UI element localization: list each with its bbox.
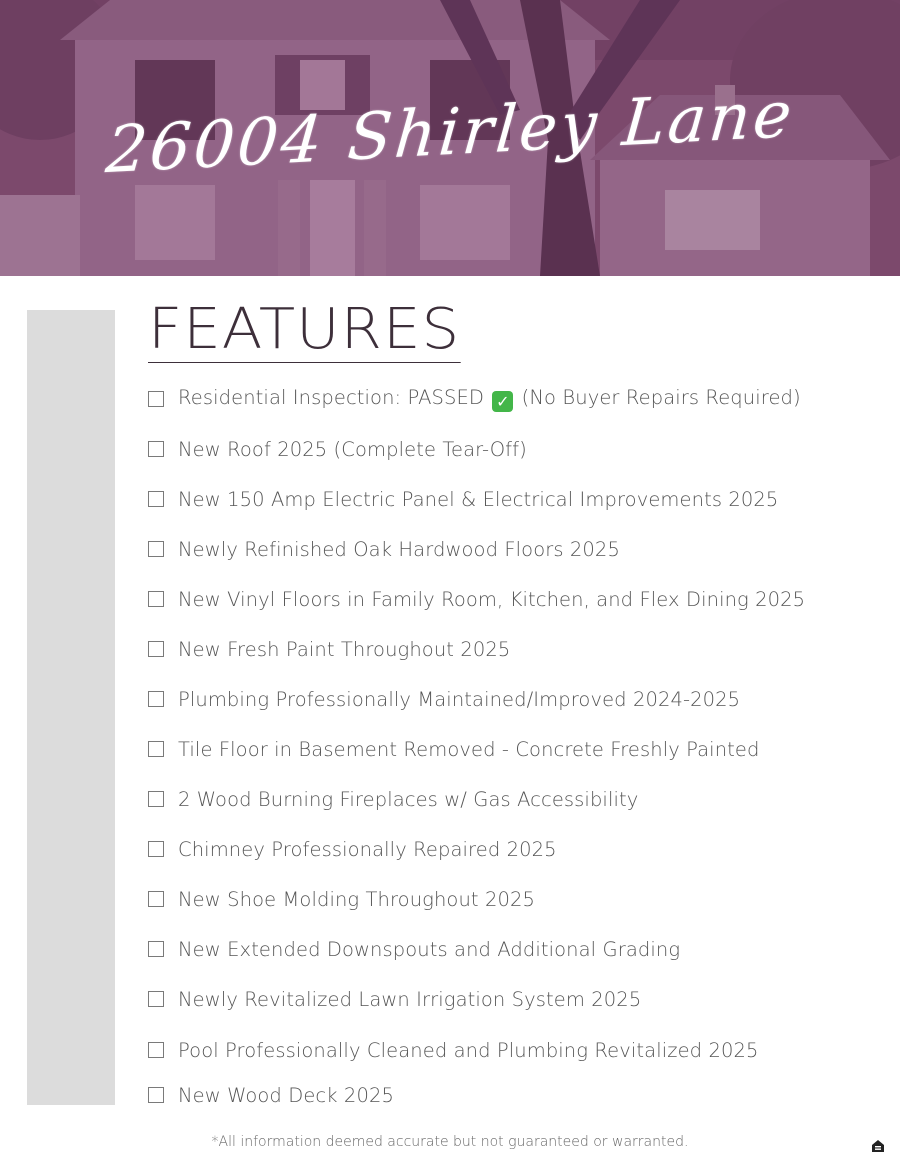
feature-item [148,381,801,417]
feature-text: Tile Floor in Basement Removed - Concrete Freshly Painted [178,737,760,761]
feature-text-part: Residential Inspection: PASSED [178,386,491,409]
feature-item [148,631,510,667]
feature-item [148,931,680,967]
feature-item [148,831,557,867]
feature-item [148,731,759,767]
feature-text-part: (No Buyer Repairs Required) [515,386,801,409]
feature-text: New Extended Downspouts and Additional Grading [178,937,681,961]
feature-item [148,431,527,467]
feature-item [148,581,805,617]
checkbox[interactable] [148,691,164,707]
feature-item [148,1077,394,1113]
feature-item [148,981,641,1017]
feature-text: New Vinyl Floors in Family Room, Kitchen, and Flex Dining 2025 [178,587,806,611]
checkbox[interactable] [148,441,164,457]
equal-housing-opportunity-icon [871,1139,885,1153]
checkbox[interactable] [148,941,164,957]
property-address-title: 26004 Shirley Lane [102,77,798,189]
feature-text: Newly Refinished Oak Hardwood Floors 2025 [178,537,620,561]
disclaimer-text: *All information deemed accurate but not guaranteed or warranted. [211,1134,689,1150]
checkbox[interactable] [148,841,164,857]
feature-item [148,781,638,817]
features-heading: FEATURES [148,297,461,362]
feature-text: Newly Revitalized Lawn Irrigation System 2025 [178,987,642,1011]
feature-text: New Shoe Molding Throughout 2025 [178,887,535,911]
feature-text: Chimney Professionally Repaired 2025 [178,837,557,861]
feature-text: New Roof 2025 (Complete Tear-Off) [178,437,527,461]
checkbox[interactable] [148,1042,164,1058]
checkbox[interactable] [148,591,164,607]
checkbox[interactable] [148,1087,164,1103]
feature-item [148,531,620,567]
feature-item [148,1032,758,1068]
side-accent-bar [27,310,115,1105]
checkbox[interactable] [148,791,164,807]
feature-item [148,881,535,917]
checkbox[interactable] [148,541,164,557]
feature-text: New 150 Amp Electric Panel & Electrical Improvements 2025 [178,487,779,511]
hero-banner [0,0,900,276]
feature-text: New Wood Deck 2025 [178,1083,394,1107]
checkbox[interactable] [148,741,164,757]
feature-item [148,481,778,517]
feature-text: Pool Professionally Cleaned and Plumbing Revitalized 2025 [178,1038,759,1062]
checkbox[interactable] [148,991,164,1007]
feature-item [148,681,740,717]
feature-text: 2 Wood Burning Fireplaces w/ Gas Accessibility [178,787,639,811]
checkbox[interactable] [148,641,164,657]
checkbox[interactable] [148,891,164,907]
feature-text [178,386,801,412]
checkbox[interactable] [148,491,164,507]
hero-title-wrap [0,0,900,276]
feature-text: New Fresh Paint Throughout 2025 [178,637,511,661]
feature-text: Plumbing Professionally Maintained/Improved 2024-2025 [178,687,741,711]
check-mark-emoji-icon: ✓ [492,391,513,412]
checkbox[interactable] [148,391,164,407]
